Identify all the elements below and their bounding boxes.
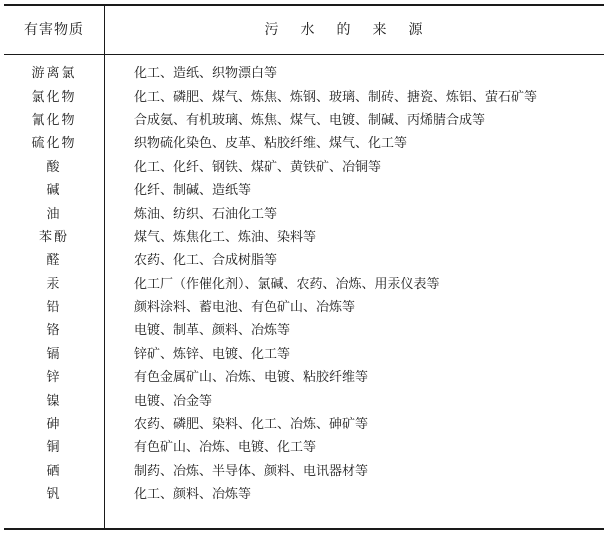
substance-cell: 铜: [46, 440, 62, 456]
source-cell: 化工、颜料、冶炼等: [134, 487, 252, 503]
table-row: [4, 434, 604, 457]
header-substance: 有害物质: [24, 22, 84, 38]
substance-cell: 氯化物: [31, 89, 77, 105]
table-row: [4, 224, 604, 247]
substance-cell: 硒: [46, 463, 62, 479]
source-cell: 农药、化工、合成树脂等: [134, 253, 278, 269]
source-cell: 有色金属矿山、冶炼、电镀、粘胶纤维等: [134, 370, 369, 386]
source-cell: 化纤、制碱、造纸等: [134, 183, 252, 199]
source-cell: 颜料涂料、蓄电池、有色矿山、冶炼等: [134, 300, 356, 316]
table-row: [4, 271, 604, 294]
table-body: [4, 60, 604, 504]
substance-cell: 钒: [46, 487, 62, 503]
source-cell: 电镀、冶金等: [134, 393, 213, 409]
table-row: [4, 107, 604, 130]
source-cell: 电镀、制革、颜料、冶炼等: [134, 323, 291, 339]
substance-cell: 锌: [46, 370, 62, 386]
substance-cell: 镉: [46, 346, 62, 362]
source-cell: 制药、冶炼、半导体、颜料、电讯器材等: [134, 463, 369, 479]
table-row: [4, 247, 604, 270]
source-cell: 煤气、炼焦化工、炼油、染料等: [134, 229, 317, 245]
table-row: [4, 154, 604, 177]
table-row: [4, 364, 604, 387]
substance-cell: 汞: [46, 276, 62, 292]
source-cell: 化工厂（作催化剂）、氯碱、农药、冶炼、用汞仪表等: [134, 276, 440, 292]
substance-cell: 铅: [46, 300, 62, 316]
substance-cell: 镍: [46, 393, 62, 409]
table-row: [4, 177, 604, 200]
substance-cell: 碱: [46, 183, 62, 199]
substance-cell: 苯酚: [38, 229, 69, 245]
substance-cell: 醛: [46, 253, 62, 269]
source-cell: 织物硫化染色、皮革、粘胶纤维、煤气、化工等: [134, 136, 408, 152]
table-row: [4, 481, 604, 504]
source-cell: 化工、造纸、织物漂白等: [134, 66, 278, 82]
source-cell: 合成氨、有机玻璃、炼焦、煤气、电镀、制碱、丙烯腈合成等: [134, 112, 486, 128]
substance-cell: 氰化物: [31, 112, 77, 128]
table-row: [4, 341, 604, 364]
table-row: [4, 387, 604, 410]
source-cell: 锌矿、炼锌、电镀、化工等: [134, 346, 291, 362]
substance-cell: 铬: [46, 323, 62, 339]
bottom-rule: [4, 528, 604, 530]
substance-cell: 油: [46, 206, 62, 222]
table-row: [4, 411, 604, 434]
substance-cell: 砷: [46, 417, 62, 433]
source-cell: 化工、磷肥、煤气、炼焦、炼钢、玻璃、制砖、搪瓷、炼铝、萤石矿等: [134, 89, 538, 105]
source-cell: 农药、磷肥、染料、化工、冶炼、砷矿等: [134, 417, 369, 433]
header-rule: [4, 54, 604, 55]
table-row: [4, 83, 604, 106]
source-cell: 化工、化纤、钢铁、煤矿、黄铁矿、冶铜等: [134, 159, 382, 175]
substance-cell: 游离氯: [31, 66, 77, 82]
table-row: [4, 60, 604, 83]
table-row: [4, 200, 604, 223]
table-row: [4, 294, 604, 317]
table-row: [4, 317, 604, 340]
substance-cell: 硫化物: [31, 136, 77, 152]
source-cell: 炼油、纺织、石油化工等: [134, 206, 278, 222]
header-source: 污水的来源: [264, 22, 445, 38]
substance-cell: 酸: [46, 159, 62, 175]
source-cell: 有色矿山、冶炼、电镀、化工等: [134, 440, 317, 456]
table-row: [4, 458, 604, 481]
table-row: [4, 130, 604, 153]
